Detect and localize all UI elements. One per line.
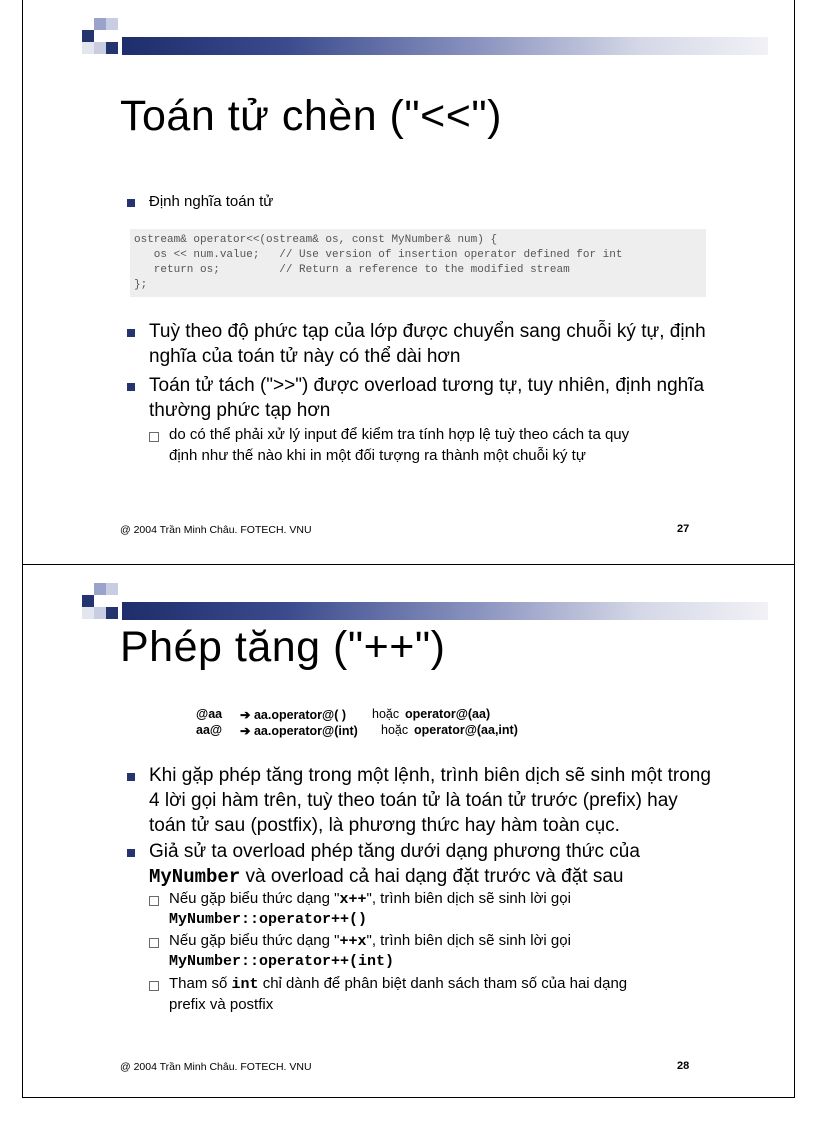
formula-global: operator@(aa,int) <box>414 723 518 737</box>
bullet-text: Định nghĩa toán tử <box>149 193 274 210</box>
slide-title: Toán tử chèn ("<<") <box>120 92 502 140</box>
sub-bullet-icon <box>149 981 159 991</box>
bullet-text: 4 lời gọi hàm trên, tuỳ theo toán tử là toán tử trước (prefix) hay <box>149 790 678 811</box>
slide-title: Phép tăng ("++") <box>120 623 446 671</box>
sub-bullet-icon <box>149 896 159 906</box>
formula-global: operator@(aa) <box>405 707 491 721</box>
formula-or: hoặc <box>381 723 409 737</box>
sub-bullet-code: MyNumber::operator++() <box>169 911 368 928</box>
sub-bullet-text: prefix và postfix <box>169 996 274 1013</box>
sub-bullet-code: MyNumber::operator++(int) <box>169 953 395 970</box>
slide-27 <box>24 0 792 563</box>
bullet-text: toán tử sau (postfix), là phương thức hay hàm toàn cục. <box>149 815 620 836</box>
bullet-text: thường phức tạp hơn <box>149 400 331 421</box>
bullet-icon <box>127 329 135 337</box>
code-block <box>130 229 706 297</box>
sub-bullet-text: Tham số int chỉ dành để phân biệt danh sách tham số của hai dạng <box>169 975 628 993</box>
formula-member: ➔ aa.operator@(int) <box>240 724 358 738</box>
bullet-text: Khi gặp phép tăng trong một lệnh, trình biên dịch sẽ sinh một trong <box>149 765 711 786</box>
bullet-text: Giả sử ta overload phép tăng dưới dạng phương thức của <box>149 841 640 862</box>
header-decoration <box>82 581 768 629</box>
page-number: 28 <box>677 1060 690 1072</box>
sub-bullet-icon <box>149 938 159 948</box>
header-decoration <box>82 16 768 64</box>
bullet-icon <box>127 383 135 391</box>
page-number: 27 <box>677 523 690 535</box>
sub-bullet-text: định như thế nào khi in một đối tượng ra thành một chuỗi ký tự <box>169 447 586 464</box>
bullet-text: Tuỳ theo độ phức tạp của lớp được chuyển sang chuỗi ký tự, định <box>149 321 706 342</box>
formula-or: hoặc <box>372 707 400 721</box>
footer-copyright: @ 2004 Trần Minh Châu. FOTECH. VNU <box>120 524 312 536</box>
bullet-text: Toán tử tách (">>") được overload tương tự, tuy nhiên, định nghĩa <box>149 375 705 396</box>
footer-copyright: @ 2004 Trần Minh Châu. FOTECH. VNU <box>120 1061 312 1073</box>
slide-28 <box>24 565 792 1096</box>
class-name-code: MyNumber <box>149 866 241 888</box>
bullet-icon <box>127 849 135 857</box>
formula-member: ➔ aa.operator@( ) <box>240 708 347 722</box>
code-text: ostream& operator<<(ostream& os, const MyNumber& num) { os << num.value; // Use version of insertion operator defined for int return os; // Return a reference to the modified stream }; <box>134 234 623 291</box>
bullet-icon <box>127 199 135 207</box>
bullet-icon <box>127 773 135 781</box>
formula-lhs: @aa <box>196 707 223 721</box>
sub-bullet-text: do có thể phải xử lý input để kiểm tra tính hợp lệ tuỳ theo cách ta quy <box>169 426 630 443</box>
formula-lhs: aa@ <box>196 723 223 737</box>
bullet-text: MyNumber và overload cả hai dạng đặt trước và đặt sau <box>149 866 624 888</box>
sub-bullet-text: Nếu gặp biểu thức dạng "x++", trình biên dịch sẽ sinh lời gọi <box>169 890 571 908</box>
sub-bullet-icon <box>149 432 159 442</box>
bullet-text: nghĩa của toán tử này có thể dài hơn <box>149 346 461 367</box>
sub-bullet-text: Nếu gặp biểu thức dạng "++x", trình biên dịch sẽ sinh lời gọi <box>169 932 571 950</box>
